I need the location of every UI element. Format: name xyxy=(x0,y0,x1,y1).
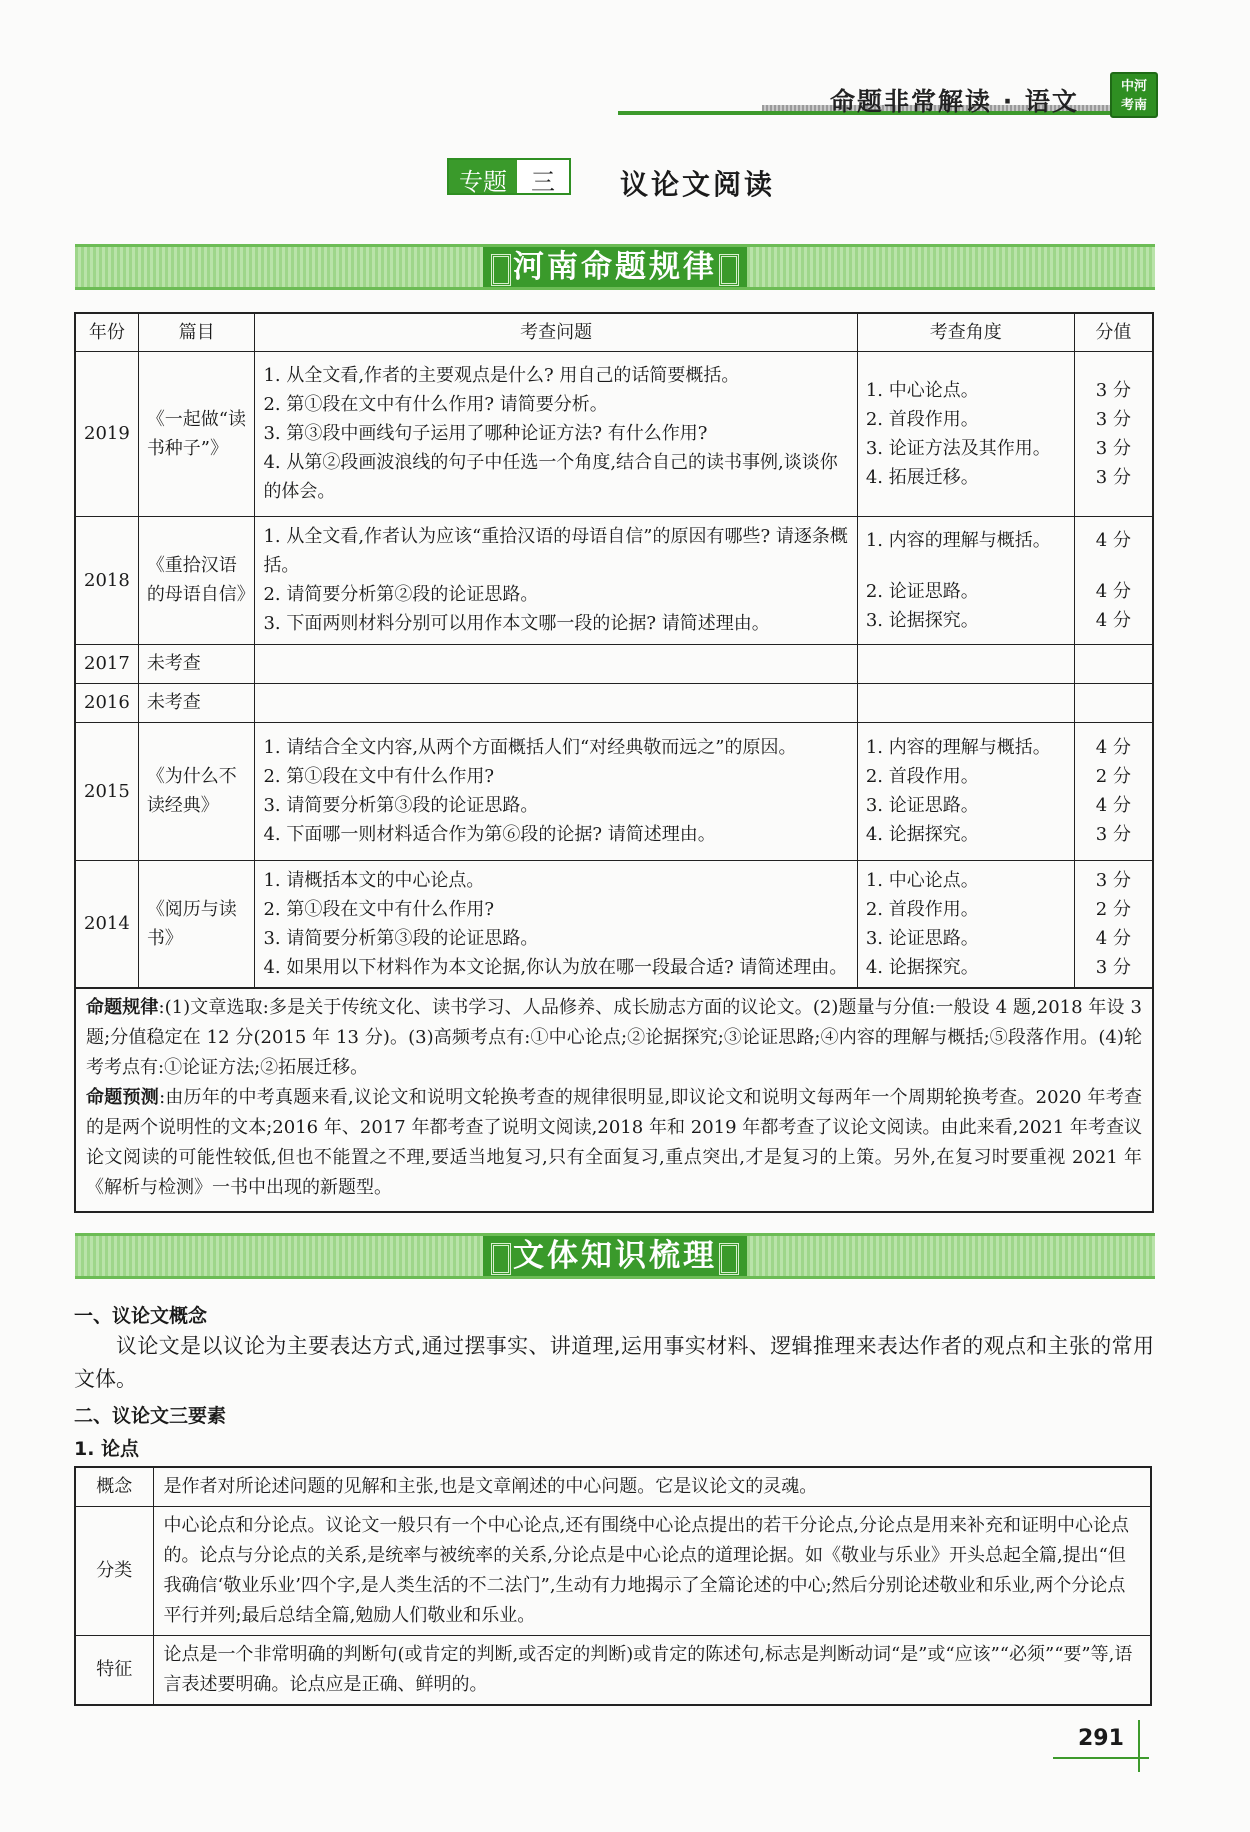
rules-para-2 xyxy=(86,1083,1142,1203)
table-row xyxy=(75,683,1153,722)
page-number: 291 xyxy=(1078,1726,1124,1751)
argument-key: 特征 xyxy=(75,1636,153,1706)
row-angles-item: 4. 论据探究。 xyxy=(865,824,979,845)
argument-row xyxy=(75,1467,1151,1507)
row-scores-item: 4 分 xyxy=(1095,529,1131,551)
row-title: 《重拾汉语的母语自信》 xyxy=(138,516,255,644)
row-scores-item: 3 分 xyxy=(1095,408,1131,430)
row-angles xyxy=(857,683,1074,722)
table-row xyxy=(75,644,1153,683)
page-number-vrule xyxy=(1138,1720,1140,1772)
row-questions-item: 3. 第③段中画线句子运用了哪种论证方法? 有什么作用? xyxy=(263,423,708,444)
banner-henan-rules xyxy=(75,244,1155,290)
argument-key: 概念 xyxy=(75,1467,153,1507)
row-questions xyxy=(255,860,857,988)
heading-concept: 一、议论文概念 xyxy=(74,1305,208,1327)
row-scores xyxy=(1074,860,1153,988)
row-scores-item: 4 分 xyxy=(1095,580,1131,602)
row-scores-item: 3 分 xyxy=(1095,824,1131,845)
row-angles xyxy=(857,860,1074,988)
row-scores-item: 4 分 xyxy=(1095,737,1131,758)
page-number-rule xyxy=(1053,1757,1149,1759)
row-questions xyxy=(255,516,857,644)
topic-label: 专题 xyxy=(449,160,517,193)
col-score: 分值 xyxy=(1074,313,1153,351)
row-questions-item: 4. 从第②段画波浪线的句子中任选一个角度,结合自己的读书事例,谈谈你的体会。 xyxy=(263,452,838,502)
argument-value: 是作者对所论述问题的见解和主张,也是文章阐述的中心问题。它是议论文的灵魂。 xyxy=(153,1467,1151,1507)
header-badge-logo: 中河 考南 xyxy=(1110,72,1158,118)
rules-box xyxy=(74,985,1154,1213)
rules-label-2: 命题预测 xyxy=(86,1087,160,1108)
row-angles xyxy=(857,351,1074,516)
row-questions-item: 4. 下面哪一则材料适合作为第⑥段的论据? 请简述理由。 xyxy=(263,824,716,845)
topic-title: 议论文阅读 xyxy=(620,168,776,201)
row-scores-item: 4 分 xyxy=(1095,609,1131,631)
row-questions-item: 3. 请简要分析第③段的论证思路。 xyxy=(263,927,539,949)
topic-number: 三 xyxy=(517,160,569,193)
row-questions-item: 2. 请简要分析第②段的论证思路。 xyxy=(263,584,539,605)
argument-row xyxy=(75,1636,1151,1706)
banner-title-2: 文体知识梳理 xyxy=(483,1236,747,1276)
row-questions xyxy=(255,351,857,516)
banner-knowledge xyxy=(75,1233,1155,1279)
argument-table-body xyxy=(75,1467,1151,1705)
row-angles-item: 3. 论证方法及其作用。 xyxy=(865,437,1051,459)
rules-para-1 xyxy=(86,993,1142,1083)
row-scores-item: 4 分 xyxy=(1095,927,1131,949)
row-angles-item: 1. 中心论点。 xyxy=(865,379,979,401)
row-scores xyxy=(1074,683,1153,722)
argument-row xyxy=(75,1507,1151,1636)
topic-label-box xyxy=(447,158,571,195)
argument-value: 论点是一个非常明确的判断句(或肯定的判断,或否定的判断)或肯定的陈述句,标志是判断动词“是”或“应该”“必须”“要”等,语言表述要明确。论点应是正确、鲜明的。 xyxy=(153,1636,1151,1706)
row-questions-item: 2. 第①段在文中有什么作用? xyxy=(263,898,494,920)
row-angles-item: 1. 内容的理解与概括。 xyxy=(865,737,1051,758)
row-angles xyxy=(857,722,1074,860)
row-year: 2016 xyxy=(75,683,138,722)
row-questions xyxy=(255,683,857,722)
row-questions-item: 1. 请结合全文内容,从两个方面概括人们“对经典敬而远之”的原因。 xyxy=(263,737,797,758)
row-scores-item: 3 分 xyxy=(1095,956,1131,978)
row-angles-item: 3. 论证思路。 xyxy=(865,795,979,816)
row-angles-item: 4. 论据探究。 xyxy=(865,956,979,978)
row-angles-item: 2. 首段作用。 xyxy=(865,766,979,787)
row-angles-item: 2. 首段作用。 xyxy=(865,408,979,430)
argument-key: 分类 xyxy=(75,1507,153,1636)
argument-table xyxy=(74,1466,1152,1706)
heading-three-elements: 二、议论文三要素 xyxy=(74,1405,227,1427)
table-header-row xyxy=(75,313,1153,351)
row-questions-item: 1. 从全文看,作者的主要观点是什么? 用自己的话简要概括。 xyxy=(263,365,740,386)
heading-argument: 1. 论点 xyxy=(74,1438,140,1460)
row-scores-item: 4 分 xyxy=(1095,795,1131,816)
row-scores-item: 3 分 xyxy=(1095,869,1131,891)
argument-value: 中心论点和分论点。议论文一般只有一个中心论点,还有围绕中心论点提出的若干分论点,分论点是用来补充和证明中心论点的。论点与分论点的关系,是统率与被统率的关系,分论点是中心论点的道理论据。如《敬业与乐业》开头总起全篇,提出“但我确信‘敬业乐业’四个字,是人类生活的不二法门”,生动有力地揭示了全篇论述的中心;然后分别论述敬业和乐业,两个分论点平行并列;最后总结全篇,勉励人们敬业和乐业。 xyxy=(153,1507,1151,1636)
table-row xyxy=(75,722,1153,860)
table-body xyxy=(75,351,1153,988)
row-title: 《一起做“读书种子”》 xyxy=(138,351,255,516)
col-angle: 考查角度 xyxy=(857,313,1074,351)
row-scores-item: 3 分 xyxy=(1095,466,1131,488)
row-scores-item: 2 分 xyxy=(1095,766,1131,787)
rules-text-2: :由历年的中考真题来看,议论文和说明文轮换考查的规律很明显,即议论文和说明文每两年一个周期轮换考查。2020 年考查的是两个说明性的文本;2016 年、2017 年都考查了说明文阅读,2018 年和 2019 年都考查了议论文阅读。由此来看,2021 年考查议论文阅读的可能性较低,但也不能置之不理,要适当地复习,只有全面复习,重点突出,才是复习的上策。另外,在复习时要重视 2021 年《解析与检测》一书中出现的新题型。 xyxy=(86,1087,1142,1198)
row-questions-item: 1. 请概括本文的中心论点。 xyxy=(263,869,485,891)
row-scores xyxy=(1074,351,1153,516)
row-title: 未考查 xyxy=(138,644,255,683)
row-questions xyxy=(255,722,857,860)
row-angles-item: 1. 中心论点。 xyxy=(865,869,979,891)
row-scores-item: 3 分 xyxy=(1095,379,1131,401)
row-year: 2018 xyxy=(75,516,138,644)
row-year: 2019 xyxy=(75,351,138,516)
table-row xyxy=(75,351,1153,516)
row-questions-item: 2. 第①段在文中有什么作用? 请简要分析。 xyxy=(263,394,608,415)
row-year: 2014 xyxy=(75,860,138,988)
row-angles-item: 2. 论证思路。 xyxy=(865,580,979,602)
table-row xyxy=(75,860,1153,988)
row-year: 2015 xyxy=(75,722,138,860)
rules-text-1: :(1)文章选取:多是关于传统文化、读书学习、人品修养、成长励志方面的议论文。(2)题量与分值:一般设 4 题,2018 年设 3 题;分值稳定在 12 分(2015 年 13 分)。(3)高频考点有:①中心论点;②论据探究;③论证思路;④内容的理解与概括;⑤段落作用。(4)轮考考点有:①论证方法;②拓展迁移。 xyxy=(86,997,1142,1078)
col-question: 考查问题 xyxy=(255,313,857,351)
row-scores xyxy=(1074,516,1153,644)
concept-paragraph: 议论文是以议论为主要表达方式,通过摆事实、讲道理,运用事实材料、逻辑推理来表达作者的观点和主张的常用文体。 xyxy=(74,1334,1154,1391)
row-angles-item: 3. 论据探究。 xyxy=(865,609,979,631)
row-angles-item: 3. 论证思路。 xyxy=(865,927,979,949)
header-title: 命题非常解读 · 语文 xyxy=(830,87,1079,116)
banner-title: 河南命题规律 xyxy=(483,247,747,287)
row-scores xyxy=(1074,644,1153,683)
col-title: 篇目 xyxy=(138,313,255,351)
row-questions-item: 1. 从全文看,作者认为应该“重拾汉语的母语自信”的原因有哪些? 请逐条概括。 xyxy=(263,526,848,576)
row-angles-item: 1. 内容的理解与概括。 xyxy=(865,529,1051,551)
row-questions-item: 3. 请简要分析第③段的论证思路。 xyxy=(263,795,539,816)
col-year: 年份 xyxy=(75,313,138,351)
table-row xyxy=(75,516,1153,644)
row-scores xyxy=(1074,722,1153,860)
row-year: 2017 xyxy=(75,644,138,683)
row-scores-item: 2 分 xyxy=(1095,898,1131,920)
row-questions-item: 2. 第①段在文中有什么作用? xyxy=(263,766,494,787)
row-title: 《为什么不读经典》 xyxy=(138,722,255,860)
exam-table xyxy=(74,312,1154,989)
row-questions-item: 3. 下面两则材料分别可以用作本文哪一段的论据? 请简述理由。 xyxy=(263,613,770,634)
row-questions xyxy=(255,644,857,683)
row-angles-item: 4. 拓展迁移。 xyxy=(865,466,979,488)
rules-label-1: 命题规律 xyxy=(86,997,159,1018)
row-angles-item: 2. 首段作用。 xyxy=(865,898,979,920)
row-title: 《阅历与读书》 xyxy=(138,860,255,988)
row-questions-item: 4. 如果用以下材料作为本文论据,你认为放在哪一段最合适? 请简述理由。 xyxy=(263,956,848,978)
row-angles xyxy=(857,516,1074,644)
row-angles xyxy=(857,644,1074,683)
row-title: 未考查 xyxy=(138,683,255,722)
row-scores-item: 3 分 xyxy=(1095,437,1131,459)
